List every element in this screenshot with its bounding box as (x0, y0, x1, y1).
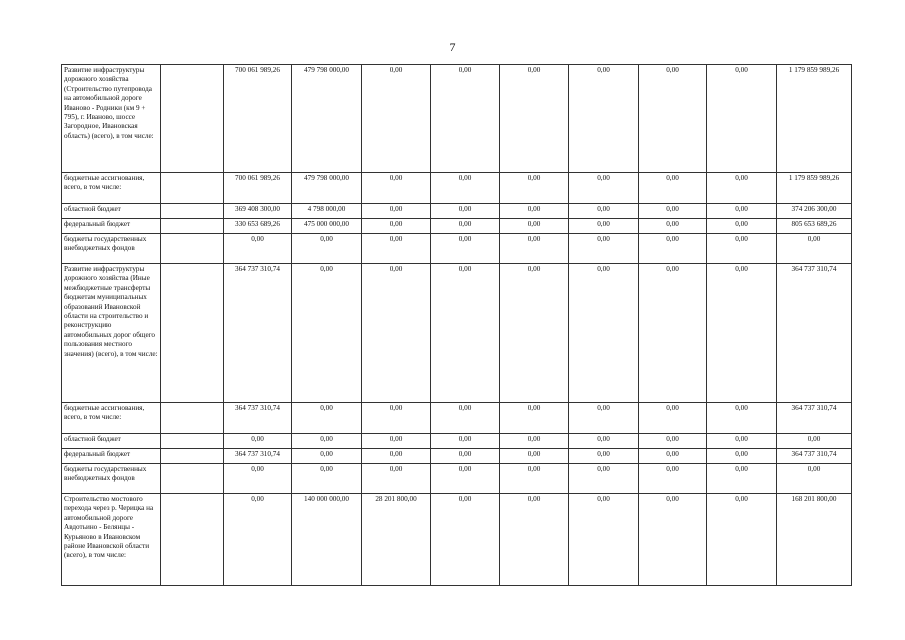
table-row (62, 449, 852, 464)
row-description: бюджетные ассигнования, всего, в том числе: (62, 173, 161, 204)
row-year-value: 0,00 (431, 494, 500, 586)
row-year-value: 0,00 (292, 264, 362, 403)
row-total-value: 0,00 (777, 464, 852, 494)
row-executor (161, 464, 224, 494)
row-year-value: 0,00 (224, 494, 292, 586)
row-year-value: 0,00 (500, 219, 569, 234)
row-year-value: 0,00 (500, 494, 569, 586)
row-year-value: 0,00 (569, 494, 639, 586)
row-year-value: 0,00 (707, 173, 777, 204)
row-description: областной бюджет (62, 204, 161, 219)
row-executor (161, 264, 224, 403)
page-number: 7 (449, 40, 456, 54)
table-row (62, 494, 852, 586)
row-year-value: 0,00 (639, 234, 707, 264)
row-year-value: 0,00 (569, 65, 639, 173)
table-row (62, 464, 852, 494)
row-year-value: 0,00 (639, 403, 707, 434)
row-year-value: 0,00 (639, 494, 707, 586)
row-year-value: 0,00 (362, 173, 431, 204)
row-year-value: 0,00 (639, 434, 707, 449)
table-row (62, 219, 852, 234)
row-total-value: 374 206 300,00 (777, 204, 852, 219)
row-year-value: 0,00 (362, 234, 431, 264)
row-year-value: 700 061 989,26 (224, 65, 292, 173)
row-year-value: 479 798 000,00 (292, 65, 362, 173)
row-year-value: 0,00 (707, 264, 777, 403)
row-total-value: 364 737 310,74 (777, 403, 852, 434)
row-year-value: 0,00 (569, 219, 639, 234)
row-year-value: 0,00 (500, 464, 569, 494)
row-total-value: 168 201 800,00 (777, 494, 852, 586)
row-executor (161, 219, 224, 234)
row-year-value: 0,00 (292, 403, 362, 434)
row-year-value: 0,00 (431, 434, 500, 449)
table-row (62, 173, 852, 204)
table-row (62, 234, 852, 264)
row-year-value: 369 408 300,00 (224, 204, 292, 219)
row-year-value: 0,00 (639, 65, 707, 173)
row-year-value: 364 737 310,74 (224, 449, 292, 464)
row-year-value: 0,00 (500, 204, 569, 219)
row-executor (161, 403, 224, 434)
row-year-value: 364 737 310,74 (224, 264, 292, 403)
row-description: бюджетные ассигнования, всего, в том числе: (62, 403, 161, 434)
row-year-value: 0,00 (569, 204, 639, 219)
row-total-value: 0,00 (777, 434, 852, 449)
row-year-value: 0,00 (500, 234, 569, 264)
row-year-value: 0,00 (707, 449, 777, 464)
table-row (62, 65, 852, 173)
row-year-value: 0,00 (500, 403, 569, 434)
row-year-value: 0,00 (500, 449, 569, 464)
row-year-value: 475 000 000,00 (292, 219, 362, 234)
row-total-value: 1 179 859 989,26 (777, 173, 852, 204)
row-year-value: 700 061 989,26 (224, 173, 292, 204)
row-year-value: 0,00 (292, 449, 362, 464)
row-year-value: 0,00 (362, 65, 431, 173)
row-year-value: 364 737 310,74 (224, 403, 292, 434)
row-year-value: 0,00 (224, 234, 292, 264)
row-executor (161, 494, 224, 586)
row-year-value: 28 201 800,00 (362, 494, 431, 586)
row-year-value: 0,00 (639, 264, 707, 403)
row-year-value: 0,00 (500, 264, 569, 403)
row-executor (161, 204, 224, 219)
row-year-value: 0,00 (707, 65, 777, 173)
row-year-value: 140 000 000,00 (292, 494, 362, 586)
row-year-value: 0,00 (224, 434, 292, 449)
row-year-value: 0,00 (707, 204, 777, 219)
row-total-value: 364 737 310,74 (777, 449, 852, 464)
table-row (62, 204, 852, 219)
row-year-value: 0,00 (500, 65, 569, 173)
row-description: областной бюджет (62, 434, 161, 449)
row-year-value: 0,00 (431, 403, 500, 434)
row-executor (161, 65, 224, 173)
row-total-value: 1 179 859 989,26 (777, 65, 852, 173)
row-year-value: 0,00 (500, 434, 569, 449)
row-year-value: 0,00 (431, 204, 500, 219)
row-year-value: 0,00 (431, 219, 500, 234)
row-year-value: 0,00 (707, 219, 777, 234)
row-description: федеральный бюджет (62, 449, 161, 464)
row-year-value: 330 653 689,26 (224, 219, 292, 234)
row-year-value: 0,00 (569, 449, 639, 464)
row-year-value: 0,00 (707, 403, 777, 434)
row-year-value: 0,00 (639, 449, 707, 464)
row-executor (161, 434, 224, 449)
row-total-value: 805 653 689,26 (777, 219, 852, 234)
row-year-value: 0,00 (639, 173, 707, 204)
row-executor (161, 234, 224, 264)
row-year-value: 0,00 (569, 434, 639, 449)
row-year-value: 0,00 (707, 434, 777, 449)
row-year-value: 0,00 (431, 234, 500, 264)
row-total-value: 364 737 310,74 (777, 264, 852, 403)
row-year-value: 0,00 (707, 234, 777, 264)
budget-table-body (62, 65, 852, 586)
row-executor (161, 449, 224, 464)
table-row (62, 403, 852, 434)
row-total-value: 0,00 (777, 234, 852, 264)
row-year-value: 0,00 (569, 173, 639, 204)
row-executor (161, 173, 224, 204)
row-year-value: 0,00 (431, 464, 500, 494)
row-description: бюджеты государственных внебюджетных фондов (62, 464, 161, 494)
row-year-value: 0,00 (569, 464, 639, 494)
row-year-value: 0,00 (707, 464, 777, 494)
row-year-value: 0,00 (362, 434, 431, 449)
row-year-value: 0,00 (362, 464, 431, 494)
row-year-value: 0,00 (362, 403, 431, 434)
row-year-value: 0,00 (362, 204, 431, 219)
row-year-value: 0,00 (569, 234, 639, 264)
row-year-value: 0,00 (224, 464, 292, 494)
row-year-value: 0,00 (500, 173, 569, 204)
row-year-value: 0,00 (639, 219, 707, 234)
row-description: Строительство мостового перехода через р. Черицка на автомобильной дороге Авдотьино - Белянцы - Курьяново в Ивановском районе Ивановской области (всего), в том числе: (62, 494, 161, 586)
row-year-value: 0,00 (292, 434, 362, 449)
row-year-value: 0,00 (431, 173, 500, 204)
row-year-value: 0,00 (639, 464, 707, 494)
row-year-value: 0,00 (362, 219, 431, 234)
row-description: Развитие инфраструктуры дорожного хозяйства (Иные межбюджетные трансферты бюджетам муниципальных образований Ивановской области на строительство и реконструкцию автомобильных дорог общего пользования местного значения) (всего), в том числе: (62, 264, 161, 403)
row-year-value: 0,00 (569, 403, 639, 434)
row-year-value: 479 798 000,00 (292, 173, 362, 204)
budget-table (61, 64, 852, 586)
row-year-value: 0,00 (292, 464, 362, 494)
table-row (62, 264, 852, 403)
row-year-value: 0,00 (292, 234, 362, 264)
row-year-value: 0,00 (639, 204, 707, 219)
table-row (62, 434, 852, 449)
row-year-value: 0,00 (362, 264, 431, 403)
row-year-value: 0,00 (431, 65, 500, 173)
row-description: федеральный бюджет (62, 219, 161, 234)
row-description: бюджеты государственных внебюджетных фондов (62, 234, 161, 264)
row-year-value: 0,00 (431, 264, 500, 403)
row-year-value: 0,00 (707, 494, 777, 586)
row-year-value: 0,00 (569, 264, 639, 403)
row-year-value: 0,00 (362, 449, 431, 464)
row-year-value: 4 798 000,00 (292, 204, 362, 219)
row-description: Развитие инфраструктуры дорожного хозяйства (Строительство путепровода на автомобильной дороге Иваново - Родники (км 9 + 795), г. Иваново, шоссе Загородное, Ивановская область) (всего), в том числе: (62, 65, 161, 173)
row-year-value: 0,00 (431, 449, 500, 464)
